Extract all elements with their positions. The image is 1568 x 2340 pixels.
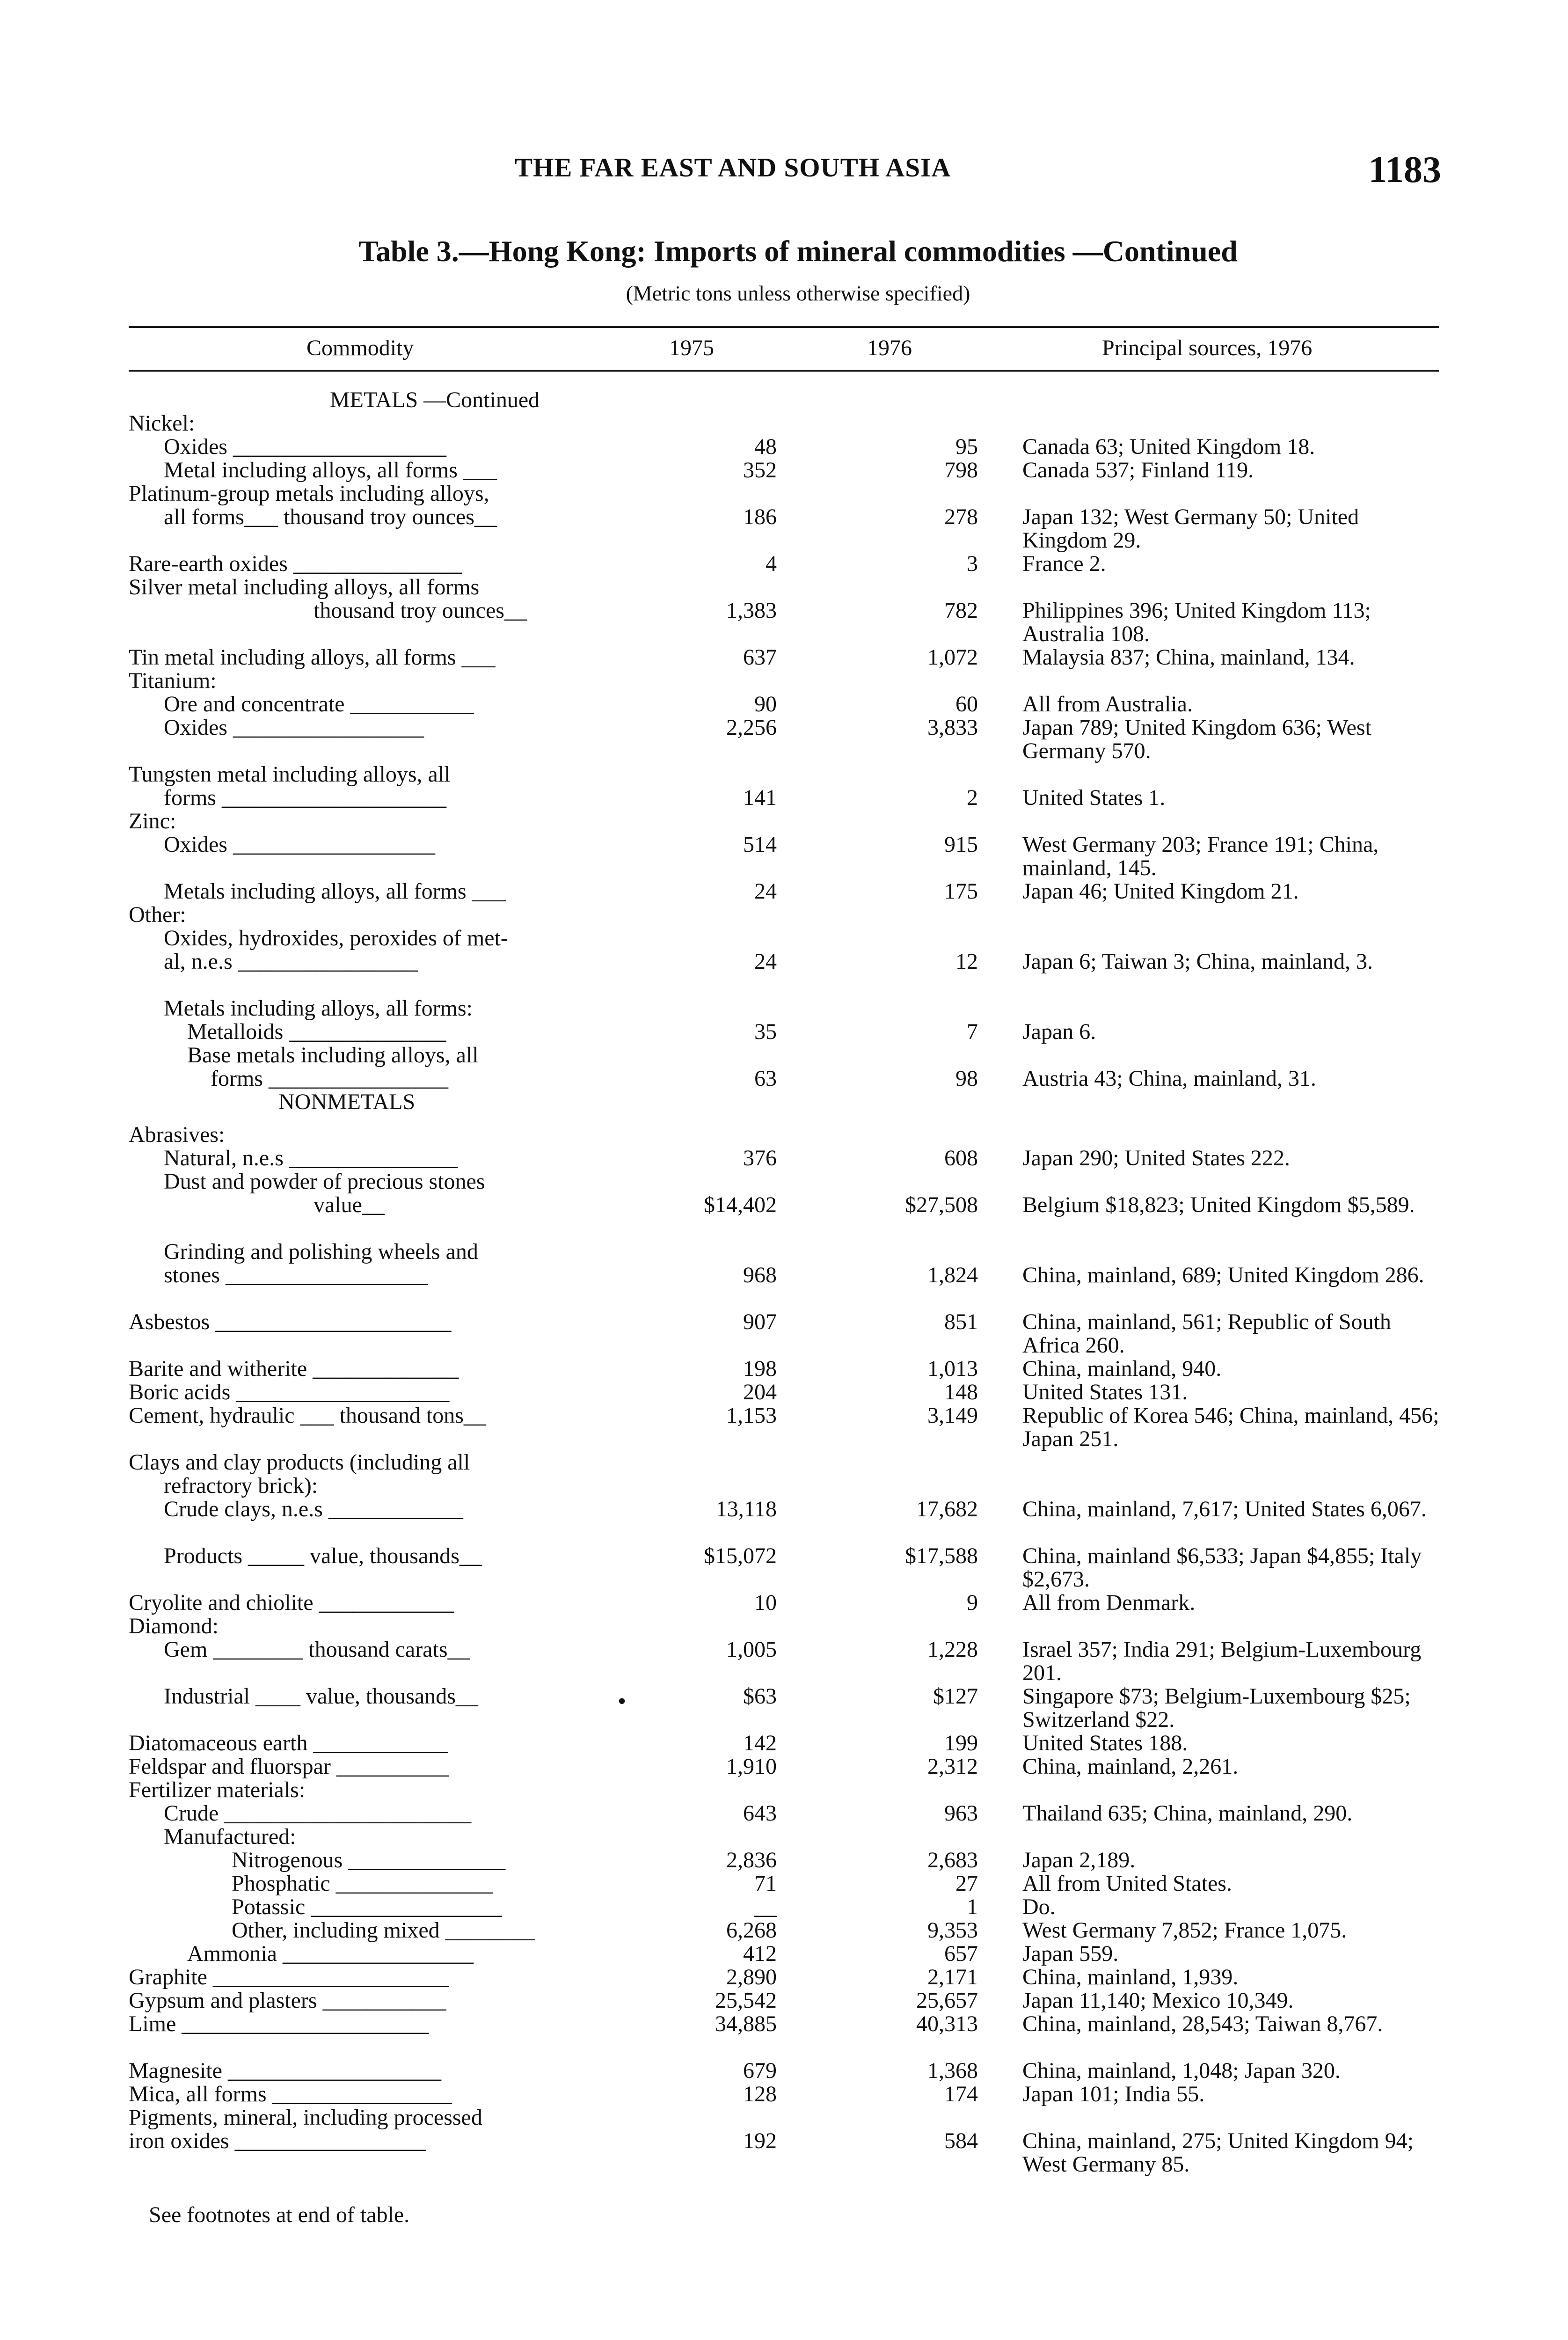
value-1975: 24 [754,949,777,974]
commodity-label: Cement, hydraulic ___ thousand tons__ [129,1404,486,1427]
value-1976: 278 [944,505,978,529]
commodity-label: Barite and witherite _____________ [129,1357,459,1381]
column-header-commodity: Commodity [306,336,414,360]
commodity-label: Grinding and polishing wheels and [164,1240,478,1264]
commodity-label: NONMETALS [278,1090,416,1114]
value-1976: 25,657 [916,1988,978,2013]
principal-sources: Japan 290; United States 222. [1022,1146,1290,1170]
principal-sources: China, mainland, 7,617; United States 6,067. [1022,1497,1427,1521]
commodity-label: Gem ________ thousand carats__ [164,1638,470,1661]
commodity-label: Pigments, mineral, including processed [129,2106,482,2129]
commodity-label: Metals including alloys, all forms ___ [164,880,506,903]
principal-sources: Japan 559. [1022,1941,1119,1966]
commodity-label: forms ________________ [211,1067,448,1090]
principal-sources: China, mainland, 689; United Kingdom 286. [1022,1263,1424,1287]
principal-sources: All from Australia. [1022,692,1193,717]
principal-sources: Malaysia 837; China, mainland, 134. [1022,645,1355,670]
commodity-label: Diatomaceous earth ____________ [129,1732,448,1755]
value-1975: 128 [743,2082,777,2106]
commodity-label: Manufactured: [164,1825,296,1849]
value-1975: 376 [743,1146,777,1170]
principal-sources: All from Denmark. [1022,1590,1196,1615]
commodity-label: Cryolite and chiolite ____________ [129,1591,454,1615]
commodity-label: Rare-earth oxides _______________ [129,552,462,576]
principal-sources: Japan 2,189. [1022,1848,1136,1872]
commodity-label: Magnesite ___________________ [129,2059,441,2083]
running-title: THE FAR EAST AND SOUTH ASIA [515,153,951,183]
value-1975: 514 [743,832,777,857]
commodity-label: Diamond: [129,1615,219,1638]
commodity-label: thousand troy ounces__ [314,599,527,622]
value-1976: 2,312 [927,1754,978,1779]
principal-sources: Japan 789; United Kingdom 636; West Germany 570. [1022,715,1371,763]
principal-sources: Japan 6. [1022,1019,1096,1044]
value-1976: $17,588 [905,1543,978,1568]
commodity-label: METALS —Continued [330,388,540,412]
value-1975: 186 [743,505,777,529]
value-1976: 1,072 [927,645,978,670]
column-header-1975: 1975 [669,336,714,360]
value-1975: 637 [743,645,777,670]
value-1975: 1,005 [726,1637,777,1662]
value-1976: 1,824 [927,1263,978,1287]
principal-sources: United States 188. [1022,1731,1188,1755]
value-1976: 2,683 [927,1848,978,1872]
principal-sources: Canada 63; United Kingdom 18. [1022,434,1315,459]
value-1976: 3 [967,551,978,576]
value-1975: 4 [766,551,777,576]
commodity-label: Fertilizer materials: [129,1778,306,1802]
value-1976: 1,228 [927,1637,978,1662]
page-number: 1183 [1368,149,1441,190]
principal-sources: China, mainland $6,533; Japan $4,855; Italy $2,673. [1022,1543,1422,1592]
principal-sources: Do. [1022,1894,1056,1919]
principal-sources: Thailand 635; China, mainland, 290. [1022,1801,1353,1826]
commodity-label: Ammonia _________________ [187,1942,474,1966]
principal-sources: China, mainland, 940. [1022,1356,1222,1381]
value-1976: 9 [967,1590,978,1615]
commodity-label: Base metals including alloys, all [187,1044,479,1067]
value-1976: 1,013 [927,1356,978,1381]
value-1975: 352 [743,458,777,483]
commodity-label: Clays and clay products (including all [129,1451,470,1474]
value-1976: 175 [944,879,978,904]
commodity-label: Platinum-group metals including alloys, [129,482,489,505]
commodity-label: Abrasives: [129,1123,225,1147]
commodity-label: Silver metal including alloys, all forms [129,576,480,599]
value-1975: 412 [743,1941,777,1966]
principal-sources: Philippines 396; United Kingdom 113; Australia 108. [1022,598,1371,646]
commodity-label: all forms___ thousand troy ounces__ [164,505,497,529]
principal-sources: Belgium $18,823; United Kingdom $5,589. [1022,1192,1415,1217]
value-1976: 915 [944,832,978,857]
value-1976: 2 [967,785,978,810]
principal-sources: Austria 43; China, mainland, 31. [1022,1066,1316,1091]
value-1975: 1,910 [726,1754,777,1779]
principal-sources: China, mainland, 275; United Kingdom 94; West Germany 85. [1022,2128,1414,2177]
principal-sources: China, mainland, 561; Republic of South Africa 260. [1022,1309,1391,1358]
value-1976: 199 [944,1731,978,1755]
value-1975: 192 [743,2128,777,2153]
principal-sources: France 2. [1022,551,1106,576]
principal-sources: Republic of Korea 546; China, mainland, 456; Japan 251. [1022,1403,1439,1451]
value-1975: 1,383 [726,598,777,623]
commodity-label: Mica, all forms ________________ [129,2083,452,2106]
commodity-label: Lime ______________________ [129,2012,429,2036]
commodity-label: Tin metal including alloys, all forms ___ [129,646,496,669]
value-1975: 2,836 [726,1848,777,1872]
principal-sources: United States 131. [1022,1380,1188,1404]
value-1976: 1,368 [927,2058,978,2083]
value-1976: 9,353 [927,1918,978,1943]
value-1976: 40,313 [916,2011,978,2036]
value-1976: 95 [955,434,978,459]
principal-sources: Japan 11,140; Mexico 10,349. [1022,1988,1294,2013]
value-1976: 60 [955,692,978,717]
value-1975: 13,118 [715,1497,777,1521]
value-1975: 71 [754,1871,777,1896]
principal-sources: Japan 101; India 55. [1022,2082,1205,2106]
commodity-label: Crude ______________________ [164,1802,472,1825]
principal-sources: United States 1. [1022,785,1166,810]
commodity-label: Feldspar and fluorspar __________ [129,1755,449,1778]
principal-sources: Japan 6; Taiwan 3; China, mainland, 3. [1022,949,1373,974]
commodity-label: Metalloids ______________ [187,1020,446,1044]
table-subtitle: (Metric tons unless otherwise specified) [626,281,970,305]
commodity-label: Oxides _________________ [164,716,424,739]
value-1975: 1,153 [726,1403,777,1428]
value-1975: 198 [743,1356,777,1381]
principal-sources: Canada 537; Finland 119. [1022,458,1254,483]
commodity-label: Asbestos _____________________ [129,1310,452,1334]
commodity-label: Dust and powder of precious stones [164,1170,485,1193]
value-1976: 3,149 [927,1403,978,1428]
value-1976: 584 [944,2128,978,2153]
value-1976: 657 [944,1941,978,1966]
commodity-label: Oxides, hydroxides, peroxides of met- [164,927,508,950]
commodity-label: Gypsum and plasters ___________ [129,1989,446,2012]
value-1975: $14,402 [704,1192,777,1217]
column-header-1976: 1976 [867,336,912,360]
value-1976: 3,833 [927,715,978,740]
value-1976: $127 [933,1684,978,1709]
bullet-marker: • [618,1688,627,1715]
commodity-label: Industrial ____ value, thousands__ [164,1685,478,1708]
principal-sources: China, mainland, 1,048; Japan 320. [1022,2058,1341,2083]
commodity-label: Products _____ value, thousands__ [164,1544,482,1568]
value-1975: $63 [743,1684,777,1709]
principal-sources: All from United States. [1022,1871,1232,1896]
value-1975: 2,256 [726,715,777,740]
commodity-label: Oxides __________________ [164,833,435,856]
value-1976: 851 [944,1309,978,1334]
value-1976: 963 [944,1801,978,1826]
principal-sources: Japan 132; West Germany 50; United Kingdom 29. [1022,505,1359,553]
value-1976: 2,171 [927,1965,978,1989]
value-1976: 17,682 [916,1497,978,1521]
value-1975: 6,268 [726,1918,777,1943]
value-1975: 24 [754,879,777,904]
commodity-label: al, n.e.s ________________ [164,950,418,973]
commodity-label: Tungsten metal including alloys, all [129,763,451,786]
footnote: See footnotes at end of table. [149,2202,410,2227]
principal-sources: West Germany 7,852; France 1,075. [1022,1918,1347,1943]
principal-sources: Israel 357; India 291; Belgium-Luxembourg 201. [1022,1637,1422,1685]
principal-sources: West Germany 203; France 191; China, mainland, 145. [1022,832,1379,880]
value-1976: 1 [967,1894,978,1919]
commodity-label: Boric acids ___________________ [129,1381,450,1404]
value-1975: 141 [743,785,777,810]
value-1975: $15,072 [704,1543,777,1568]
value-1975: 2,890 [726,1965,777,1989]
value-1976: 12 [955,949,978,974]
value-1975: __ [754,1894,777,1919]
value-1976: $27,508 [905,1192,978,1217]
principal-sources: Japan 46; United Kingdom 21. [1022,879,1299,904]
value-1975: 204 [743,1380,777,1404]
value-1975: 35 [754,1019,777,1044]
commodity-label: Metal including alloys, all forms ___ [164,459,497,482]
commodity-label: Metals including alloys, all forms: [164,997,473,1020]
commodity-label: Nickel: [129,412,195,435]
value-1975: 48 [754,434,777,459]
value-1975: 643 [743,1801,777,1826]
commodity-label: Titanium: [129,669,217,693]
commodity-label: value__ [314,1193,385,1217]
column-header-sources: Principal sources, 1976 [1102,336,1313,360]
commodity-label: refractory brick): [164,1474,318,1498]
commodity-label: Phosphatic ______________ [232,1872,493,1895]
commodity-label: iron oxides _________________ [129,2129,426,2153]
commodity-label: Zinc: [129,810,176,833]
commodity-label: forms ____________________ [164,786,446,810]
commodity-label: Other, including mixed ________ [232,1919,535,1942]
commodity-label: Graphite _____________________ [129,1966,449,1989]
value-1975: 142 [743,1731,777,1755]
value-1976: 798 [944,458,978,483]
commodity-label: Other: [129,903,186,927]
value-1976: 608 [944,1146,978,1170]
principal-sources: China, mainland, 1,939. [1022,1965,1239,1989]
value-1976: 174 [944,2082,978,2106]
commodity-label: Crude clays, n.e.s ____________ [164,1498,463,1521]
value-1976: 7 [967,1019,978,1044]
value-1975: 968 [743,1263,777,1287]
value-1975: 25,542 [715,1988,777,2013]
value-1975: 34,885 [715,2011,777,2036]
value-1976: 782 [944,598,978,623]
commodity-label: stones __________________ [164,1264,428,1287]
value-1976: 27 [955,1871,978,1896]
commodity-label: Nitrogenous ______________ [232,1849,506,1872]
value-1976: 98 [955,1066,978,1091]
value-1975: 10 [754,1590,777,1615]
value-1975: 679 [743,2058,777,2083]
commodity-label: Natural, n.e.s _______________ [164,1147,458,1170]
principal-sources: China, mainland, 2,261. [1022,1754,1239,1779]
commodity-label: Oxides ___________________ [164,435,446,459]
value-1976: 148 [944,1380,978,1404]
commodity-label: Potassic _________________ [232,1895,502,1919]
principal-sources: Singapore $73; Belgium-Luxembourg $25; Switzerland $22. [1022,1684,1411,1732]
table-title: Table 3.—Hong Kong: Imports of mineral commodities —Continued [358,234,1238,268]
value-1975: 907 [743,1309,777,1334]
value-1975: 90 [754,692,777,717]
commodity-label: Ore and concentrate ___________ [164,693,474,716]
value-1975: 63 [754,1066,777,1091]
principal-sources: China, mainland, 28,543; Taiwan 8,767. [1022,2011,1383,2036]
